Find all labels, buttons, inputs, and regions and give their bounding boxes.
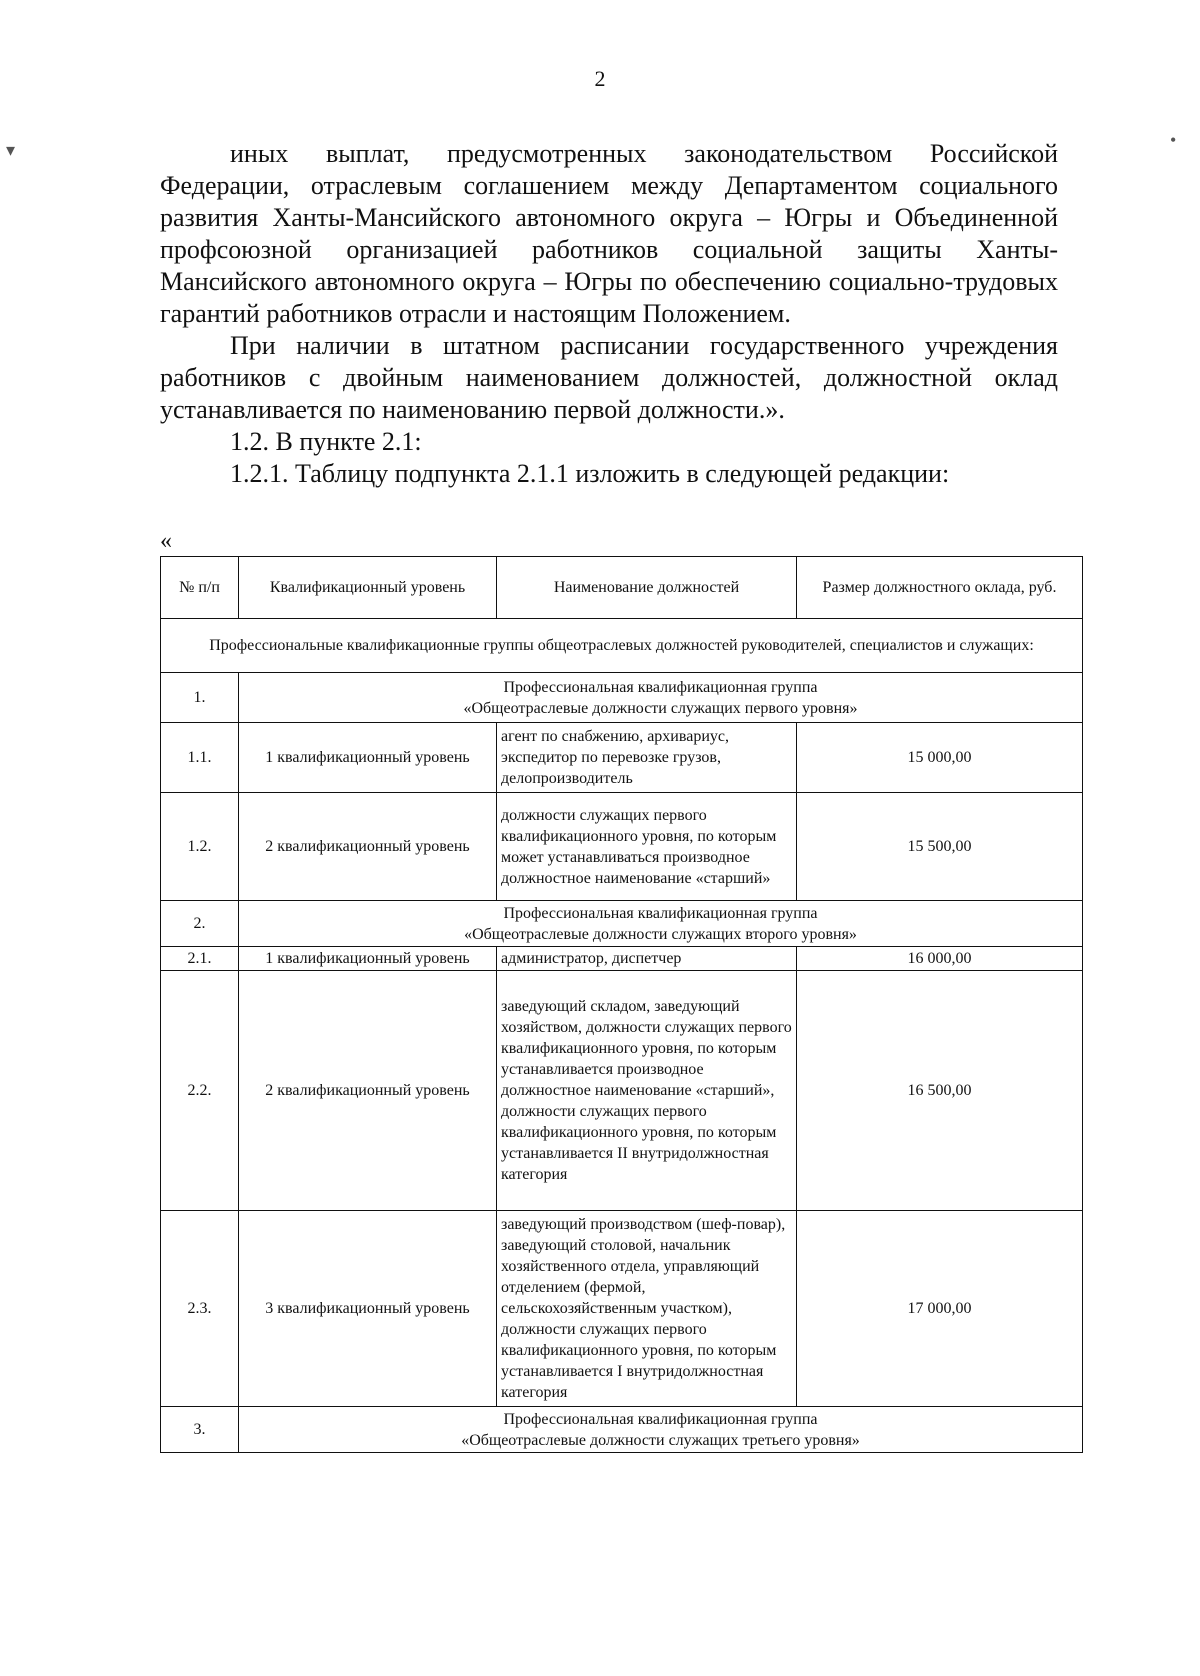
row-positions: администратор, диспетчер (497, 947, 797, 971)
row-level: 1 квалификационный уровень (239, 947, 497, 971)
row-level: 3 квалификационный уровень (239, 1211, 497, 1407)
row-positions: заведующий складом, заведующий хозяйством, должности служащих первого квалификационного уровня, по которым устанавливается производное должностное наименование «старший», должности служащих первого квалификационного уровня, по которым устанавливается II внутридолжностная категория (497, 971, 797, 1211)
row-salary: 16 000,00 (797, 947, 1083, 971)
group-title: Профессиональная квалификационная группа (503, 678, 818, 696)
row-positions: агент по снабжению, архивариус, экспедитор по перевозке грузов, делопроизводитель (497, 723, 797, 793)
salary-table (160, 556, 1083, 1453)
body-text (160, 138, 1058, 490)
row-level: 2 квалификационный уровень (239, 793, 497, 901)
row-num: 2.2. (161, 971, 239, 1211)
row-num: 1.2. (161, 793, 239, 901)
table-row (161, 723, 1083, 793)
row-salary: 15 500,00 (797, 793, 1083, 901)
row-salary: 16 500,00 (797, 971, 1083, 1211)
group-subtitle: «Общеотраслевые должности служащих первого уровня» (463, 699, 858, 717)
scan-mark: • (1170, 130, 1177, 150)
section-title: Профессиональные квалификационные группы общеотраслевых должностей руководителей, специалистов и служащих: (161, 619, 1083, 673)
table-row (161, 673, 1083, 723)
row-num: 2.1. (161, 947, 239, 971)
page-number: 2 (594, 66, 606, 91)
group-title-cell (239, 673, 1083, 723)
row-positions: заведующий производством (шеф-повар), заведующий столовой, начальник хозяйственного отдела, управляющий отделением (фермой, сельскохозяйственным участком), должности служащих первого квалификационного уровня, по которым устанавливается I внутридолжностная категория (497, 1211, 797, 1407)
header-salary: Размер должностного оклада, руб. (797, 557, 1083, 619)
paragraph-item-1-2: 1.2. В пункте 2.1: (230, 427, 422, 456)
table-header-row (161, 557, 1083, 619)
opening-quote: « (160, 528, 172, 554)
group-num: 1. (161, 673, 239, 723)
row-salary: 17 000,00 (797, 1211, 1083, 1407)
header-positions: Наименование должностей (497, 557, 797, 619)
paragraph-dual-positions: При наличии в штатном расписании государственного учреждения работников с двойным наименованием должностей, должностной оклад устанавливается по наименованию первой должности.». (160, 331, 1058, 424)
group-num: 2. (161, 901, 239, 947)
row-num: 1.1. (161, 723, 239, 793)
header-num: № п/п (161, 557, 239, 619)
row-num: 2.3. (161, 1211, 239, 1407)
table-row (161, 901, 1083, 947)
table-row (161, 947, 1083, 971)
group-subtitle: «Общеотраслевые должности служащих второго уровня» (464, 925, 857, 943)
table-row (161, 971, 1083, 1211)
table-row (161, 619, 1083, 673)
row-level: 2 квалификационный уровень (239, 971, 497, 1211)
row-positions: должности служащих первого квалификационного уровня, по которым может устанавливаться производное должностное наименование «старший» (497, 793, 797, 901)
scan-mark: ▾ (6, 140, 16, 160)
paragraph-item-1-2-1: 1.2.1. Таблицу подпункта 2.1.1 изложить в следующей редакции: (230, 459, 950, 488)
group-num: 3. (161, 1407, 239, 1453)
group-title: Профессиональная квалификационная группа (503, 904, 818, 922)
group-title: Профессиональная квалификационная группа (503, 1410, 818, 1428)
group-subtitle: «Общеотраслевые должности служащих третьего уровня» (461, 1431, 860, 1449)
table-row (161, 793, 1083, 901)
table-row (161, 1407, 1083, 1453)
group-title-cell (239, 901, 1083, 947)
header-level: Квалификационный уровень (239, 557, 497, 619)
row-salary: 15 000,00 (797, 723, 1083, 793)
paragraph-continuation: иных выплат, предусмотренных законодательством Российской Федерации, отраслевым соглашением между Департаментом социального развития Ханты-Мансийского автономного округа – Югры и Объединенной профсоюзной организацией работников социальной защиты Ханты-Мансийского автономного округа – Югры по обеспечению социально-трудовых гарантий работников отрасли и настоящим Положением. (160, 139, 1058, 328)
group-title-cell (239, 1407, 1083, 1453)
row-level: 1 квалификационный уровень (239, 723, 497, 793)
table-row (161, 1211, 1083, 1407)
